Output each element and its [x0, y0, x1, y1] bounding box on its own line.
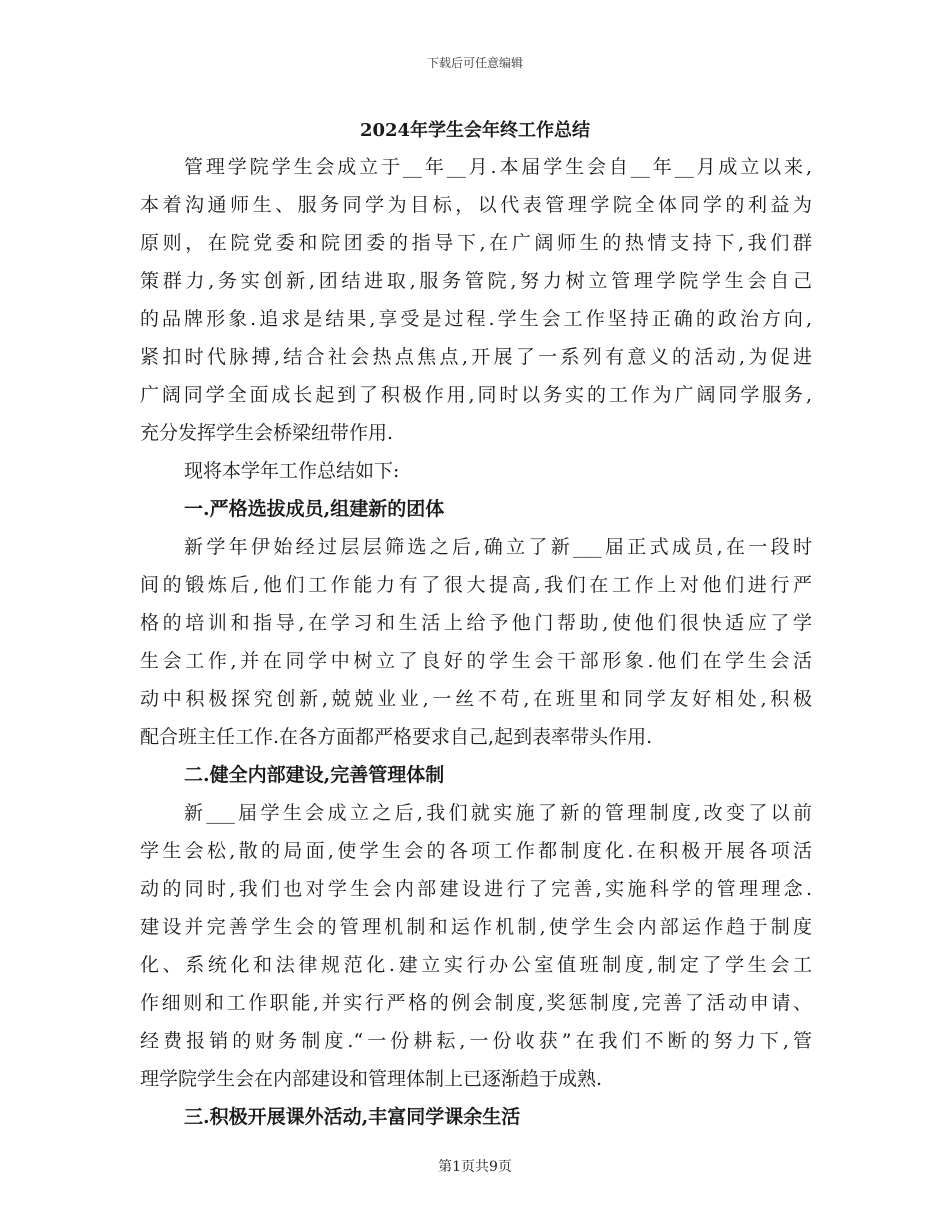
section-heading: 三.积极开展课外活动,丰富同学课余生活 — [184, 1106, 521, 1128]
paragraph-line: 新___届学生会成立之后,我们就实施了新的管理制度,改变了以前 — [184, 802, 812, 824]
intro-line: 广阔同学全面成长起到了积极作用,同时以务实的工作为广阔同学服务, — [140, 384, 812, 406]
intro-line: 原则，在院党委和院团委的指导下,在广阔师生的热情支持下,我们群 — [140, 232, 812, 254]
header-note: 下载后可任意编辑 — [426, 56, 523, 70]
paragraph-line: 理学院学生会在内部建设和管理体制上已逐渐趋于成熟. — [140, 1068, 603, 1090]
paragraph-line: 化、系统化和法律规范化.建立实行办公室值班制度,制定了学生会工 — [140, 954, 812, 976]
summary-intro: 现将本学年工作总结如下: — [184, 460, 400, 482]
intro-line: 的品牌形象.追求是结果,享受是过程.学生会工作坚持正确的政治方向, — [140, 308, 812, 330]
paragraph-line: 间的锻炼后,他们工作能力有了很大提高,我们在工作上对他们进行严 — [140, 574, 812, 596]
intro-line: 管理学院学生会成立于__年__月.本届学生会自__年__月成立以来, — [184, 156, 812, 178]
paragraph-line: 格的培训和指导,在学习和生活上给予他门帮助,使他们很快适应了学 — [140, 612, 812, 634]
page-number: 第1页共9页 — [438, 1159, 512, 1175]
paragraph-line: 建设并完善学生会的管理机制和运作机制,使学生会内部运作趋于制度 — [140, 916, 812, 938]
paragraph-line: 新学年伊始经过层层筛选之后,确立了新___届正式成员,在一段时 — [184, 536, 812, 558]
paragraph-line: 动的同时,我们也对学生会内部建设进行了完善,实施科学的管理理念. — [140, 878, 812, 900]
section-heading: 一.严格选拔成员,组建新的团体 — [184, 498, 445, 520]
paragraph-line: 作细则和工作职能,并实行严格的例会制度,奖惩制度,完善了活动申请、 — [140, 992, 812, 1014]
intro-line: 紧扣时代脉搏,结合社会热点焦点,开展了一系列有意义的活动,为促进 — [140, 346, 812, 368]
document-title: 2024年学生会年终工作总结 — [359, 120, 591, 141]
intro-line: 充分发挥学生会桥梁纽带作用. — [140, 422, 394, 444]
paragraph-line: 生会工作,并在同学中树立了良好的学生会干部形象.他们在学生会活 — [140, 650, 812, 672]
section-heading: 二.健全内部建设,完善管理体制 — [184, 764, 445, 786]
paragraph-line: 动中积极探究创新,兢兢业业,一丝不苟,在班里和同学友好相处,积极 — [140, 688, 812, 710]
intro-line: 本着沟通师生、服务同学为目标，以代表管理学院全体同学的利益为 — [140, 194, 812, 216]
paragraph-line: 配合班主任工作.在各方面都严格要求自己,起到表率带头作用. — [140, 726, 653, 748]
document-body — [140, 148, 812, 1136]
paragraph-line: 经费报销的财务制度.“一份耕耘,一份收获”在我们不断的努力下,管 — [140, 1030, 812, 1052]
paragraph-line: 学生会松,散的局面,使学生会的各项工作都制度化.在积极开展各项活 — [140, 840, 812, 862]
intro-line: 策群力,务实创新,团结进取,服务管院,努力树立管理学院学生会自己 — [140, 270, 812, 292]
